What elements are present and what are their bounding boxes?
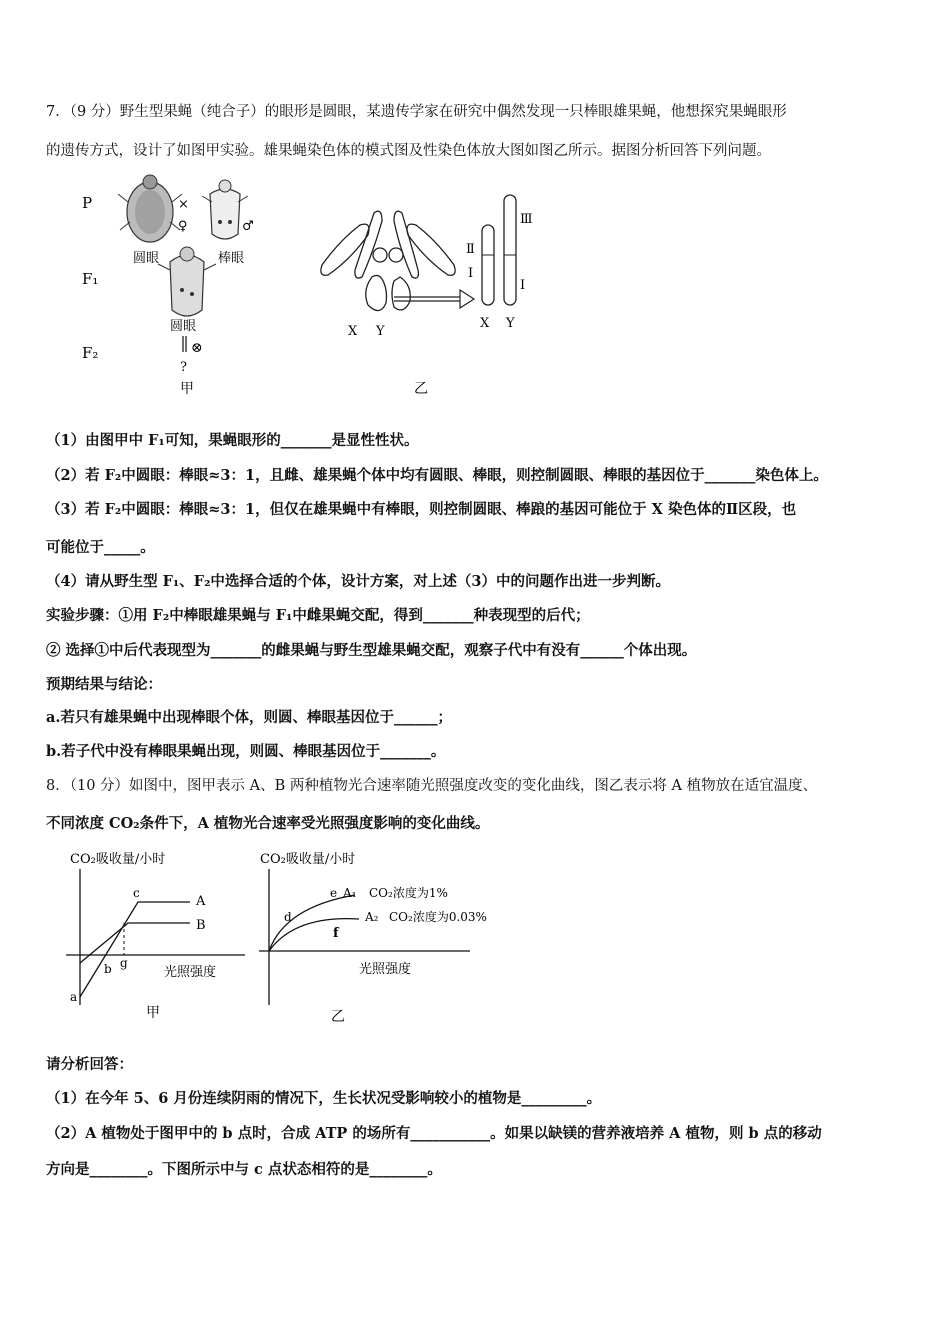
- yi-x-axis-label: 光照强度: [359, 962, 412, 977]
- q7-sub-3a: （3）若 F₂中圆眼：棒眼≈3：1，但仅在雄果蝇中有棒眼，则控制圆眼、棒踉的基因可能位于 X 染色体的Ⅱ区段，也: [46, 501, 797, 518]
- q7-result-a: a.若只有雄果蝇中出现棒眼个体，则圆、棒眼基因位于______；: [46, 709, 452, 726]
- f1-fly-icon: [158, 247, 216, 316]
- curve-a2-label: A₂: [365, 910, 379, 924]
- x-chromosome-enlarged: [482, 225, 494, 305]
- q8-figure-jia: [60, 845, 250, 1030]
- point-e-label: e: [330, 886, 338, 900]
- figure-jia-caption: 甲: [180, 381, 194, 397]
- q8-sub-2b: 方向是________。下图所示中与 c 点状态相符的是________。: [46, 1161, 442, 1178]
- gen-f2-label: F₂: [82, 344, 99, 362]
- q8-figure-yi-caption: 乙: [331, 1009, 345, 1025]
- cross-sign: ×: [178, 197, 189, 212]
- curve-a2: [269, 919, 359, 951]
- curve-b: [80, 923, 190, 963]
- q8-line-1: 8．（10 分）如图中，图甲表示 A、B 两种植物光合速率随光照强度改变的变化曲线，图乙表示将 A 植物放在适宜温度、: [46, 778, 818, 794]
- q8-ask: 请分析回答：: [46, 1056, 133, 1073]
- arrow-icon: [460, 290, 474, 308]
- q7-line-2: 的遗传方式，设计了如图甲实验。雄果蝇染色体的模式图及性染色体放大图如图乙所示。据图分析回答下列问题。: [46, 143, 771, 159]
- curve-a-label: A: [196, 894, 206, 909]
- q7-step-1: 实验步骤：①用 F₂中棒眼雄果蝇与 F₁中雌果蝇交配，得到_______种表现型的后代；: [46, 607, 590, 624]
- curve-b-label: B: [196, 918, 206, 933]
- female-fly-icon: [118, 175, 182, 242]
- round-eye-label: 圆眼: [133, 251, 160, 266]
- jia-x-axis-label: 光照强度: [164, 965, 217, 980]
- q7-expect: 预期结果与结论：: [46, 676, 162, 693]
- enlarged-x-label: X: [480, 316, 490, 331]
- yi-y-axis-label: CO₂吸收量/小时: [260, 852, 356, 867]
- gen-p-label: P: [82, 194, 93, 212]
- bar-eye-label: 棒眼: [218, 251, 245, 266]
- unknown-mark: ?: [180, 360, 187, 375]
- q8-figure-yi: [255, 845, 535, 1030]
- q8-line-2: 不同浓度 CO₂条件下，A 植物光合速率受光照强度影响的变化曲线。: [46, 815, 490, 832]
- q7-sub-1: （1）由图甲中 F₁可知，果蝇眼形的_______是显性性状。: [46, 432, 419, 449]
- conc-1-label: CO₂浓度为1%: [369, 886, 448, 900]
- jia-y-axis-label: CO₂吸收量/小时: [70, 852, 166, 867]
- q7-step-2: ② 选择①中后代表现型为_______的雌果蝇与野生型雄果蝇交配，观察子代中有没有______个体出现。: [46, 642, 697, 659]
- conc-2-label: CO₂浓度为0.03%: [389, 910, 487, 924]
- q8-sub-2a: （2）A 植物处于图甲中的 b 点时，合成 ATP 的场所有___________。如果以缺镁的营养液培养 A 植物，则 b 点的移动: [46, 1125, 822, 1142]
- q8-sub-1: （1）在今年 5、6 月份连续阴雨的情况下，生长状况受影响较小的植物是_________。: [46, 1090, 602, 1107]
- q7-sub-2: （2）若 F₂中圆眼：棒眼≈3：1，且雌、雄果蝇个体中均有圆眼、棒眼，则控制圆眼、棒眼的基因位于_______染色体上。: [46, 467, 828, 484]
- q7-sub-3b: 可能位于_____。: [46, 539, 155, 556]
- q7-figure-yi: [310, 185, 550, 400]
- curve-a1-label: A₁: [343, 886, 357, 900]
- point-g-label: g: [120, 956, 128, 970]
- chromosome-x-label: X: [348, 324, 358, 339]
- enlarged-y-label: Y: [506, 316, 515, 331]
- chromosome-set: [321, 211, 455, 310]
- q7-sub-4: （4）请从野生型 F₁、F₂中选择合适的个体，设计方案，对上述（3）中的问题作出进一步判断。: [46, 573, 671, 590]
- q8-figure-jia-caption: 甲: [146, 1005, 160, 1021]
- q7-line-1: 7．（9 分）野生型果蝇（纯合子）的眼形是圆眼，某遗传学家在研究中偶然发现一只棒眼雄果蝇，他想探究果蝇眼形: [46, 104, 787, 120]
- q7-figure-jia: [70, 172, 280, 402]
- y-chromosome-enlarged: [504, 195, 516, 305]
- female-symbol: ♀: [178, 219, 188, 234]
- point-d-label: d: [284, 910, 292, 924]
- point-f-label: f: [333, 926, 339, 941]
- f1-round-eye-label: 圆眼: [170, 319, 197, 334]
- gen-f1-label: F₁: [82, 270, 99, 288]
- segment-ii-label: Ⅱ: [466, 242, 475, 257]
- chromosome-y-label: Y: [376, 324, 385, 339]
- segment-i-x-label: Ⅰ: [468, 266, 474, 281]
- segment-iii-label: Ⅲ: [520, 212, 533, 227]
- point-a-label: a: [70, 990, 78, 1004]
- point-b-label: b: [104, 962, 112, 976]
- point-c-label: c: [133, 886, 140, 900]
- q7-result-b: b.若子代中没有棒眼果蝇出现，则圆、棒眼基因位于_______。: [46, 743, 446, 760]
- selfing-symbol: ⊗: [191, 340, 203, 356]
- figure-yi-caption: 乙: [414, 381, 428, 397]
- male-symbol: ♂: [242, 219, 254, 234]
- segment-i-y-label: Ⅰ: [520, 278, 526, 293]
